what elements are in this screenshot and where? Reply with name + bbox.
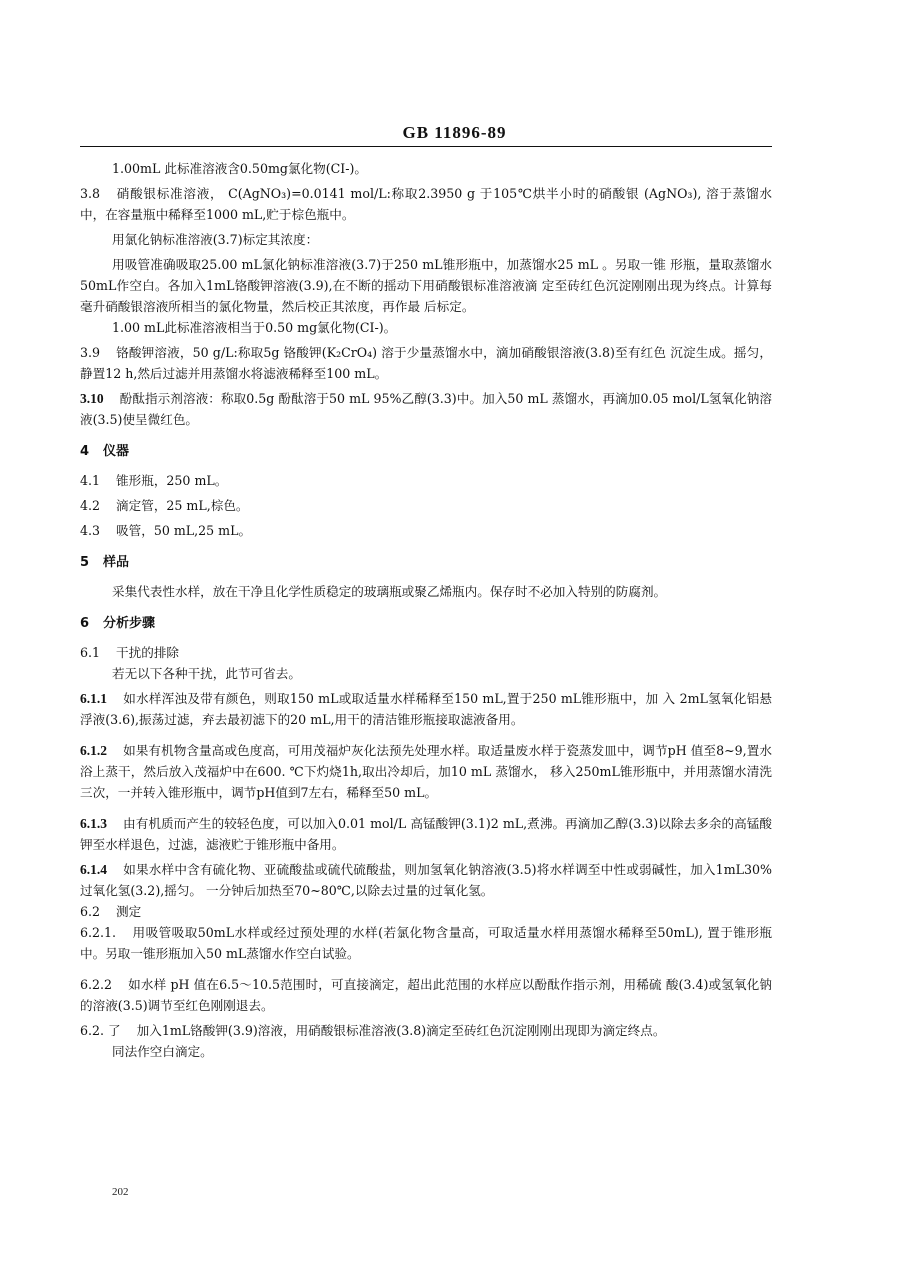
clause-number: 3.8 [80,186,101,201]
clause-number: 3.9 [80,345,101,360]
clause-text: 硝酸银标准溶液， C(AgNO₃)=0.0141 mol/L:称取2.3950 g 于105℃烘半小时的硝酸银 (AgNO₃), 溶于蒸馏水中，在容量瓶中稀释至1000 mL,贮于棕色瓶中。 [80,186,772,222]
paragraph-6-2-3-blank: 同法作空白滴定。 [112,1044,213,1059]
section-6-heading: 6 分析步骤 [80,616,156,631]
section-5-heading: 5 样品 [80,555,130,570]
item-4-2: 4.2 滴定管，25 mL,棕色。 [80,498,249,513]
subsection-6-1-text: 若无以下各种干扰，此节可省去。 [112,666,301,681]
paragraph-3-9 [80,342,772,384]
subsection-6-1-title: 6.1 干扰的排除 [80,645,179,660]
paragraph-6-1-2: 6.1.2 如果有机物含量高或色度高，可用茂福炉灰化法预先处理水样。取适量废水样于瓷蒸发皿中，调节pH 值至8~9,置水浴上蒸干，然后放入茂福炉中在600. ℃下灼烧1h,取出冷却后，加10 mL 蒸馏水， 移入250mL锥形瓶中，并用蒸馏水清洗三次，一并转入锥形瓶中，调节pH值到7左右，稀释至50 mL。 [80,743,772,800]
paragraph-3-10 [80,388,772,430]
item-4-3: 4.3 吸管，50 mL,25 mL。 [80,523,252,538]
paragraph-3-8 [80,183,772,225]
section-4-heading: 4 仪器 [80,444,130,459]
paragraph-6-2-1: 6.2.1. 用吸管吸取50mL水样或经过预处理的水样(若氯化物含量高，可取适量水样用蒸馏水稀释至50mL), 置于锥形瓶中。另取一锥形瓶加入50 mL蒸馏水作空白试验。 [80,925,772,961]
paragraph-3-7-end: 1.00mL 此标准溶液含0.50mg氯化物(CI-)。 [112,161,368,176]
paragraph-3-8-procedure: 用吸管准确吸取25.00 mL氯化钠标准溶液(3.7)于250 mL锥形瓶中，加蒸馏水25 mL 。另取一锥 形瓶，量取蒸馏水50mL作空白。各加入1mL铬酸钾溶液(3.9),在不断的摇动下用硝酸银标准溶液滴 定至砖红色沉淀刚刚出现为终点。计算每毫升硝酸银溶液所相当的氯化物量，然后校正其浓度，再作最 后标定。 [80,257,772,314]
paragraph-6-1-3: 6.1.3 由有机质而产生的较轻色度，可以加入0.01 mol/L 高锰酸钾(3.1)2 mL,煮沸。再滴加乙醇(3.3)以除去多余的高锰酸钾至水样退色，过滤，滤液贮于锥形瓶中备用。 [80,816,772,852]
paragraph-3-8-calibration: 用氯化钠标准溶液(3.7)标定其浓度： [112,232,319,247]
paragraph-6-1-4: 6.1.4 如果水样中含有硫化物、亚硫酸盐或硫代硫酸盐，则加氢氧化钠溶液(3.5)将水样调至中性或弱碱性，加入1mL30% 过氧化氢(3.2),摇匀。 一分钟后加热至70~80℃,以除去过量的过氧化氢。 [80,862,772,898]
clause-number: 3.10 [80,391,104,406]
paragraph-6-1-1: 6.1.1 如水样浑浊及带有颜色，则取150 mL或取适量水样稀释至150 mL,置于250 mL锥形瓶中，加 入 2mL氢氧化铝悬浮液(3.6),振荡过滤，弃去最初滤下的20 mL,用干的清洁锥形瓶接取滤液备用。 [80,691,772,727]
clause-text: 酚酞指示剂溶液：称取0.5g 酚酞溶于50 mL 95%乙醇(3.3)中。加入50 mL 蒸馏水，再滴加0.05 mol/L氢氧化钠溶液(3.5)使呈微红色。 [80,391,772,427]
header-rule [80,146,772,147]
paragraph-6-2-3: 6.2. 了 加入1mL铬酸钾(3.9)溶液，用硝酸银标准溶液(3.8)滴定至砖红色沉淀刚刚出现即为滴定终点。 [80,1023,666,1038]
clause-text: 铬酸钾溶液，50 g/L:称取5g 铬酸钾(K₂CrO₄) 溶于少量蒸馏水中，滴加硝酸银溶液(3.8)至有红色 沉淀生成。摇匀，静置12 h,然后过滤并用蒸馏水将滤液稀释至100 mL。 [80,345,772,381]
document-body [80,158,772,1062]
page-number: 202 [112,1186,129,1198]
subsection-6-2-title: 6.2 测定 [80,904,142,919]
item-4-1: 4.1 锥形瓶，250 mL。 [80,473,228,488]
document-header: GB 11896-89 [402,123,507,142]
paragraph-6-2-2: 6.2.2 如水样 pH 值在6.5～10.5范围时，可直接滴定，超出此范围的水样应以酚酞作指示剂，用稀硫 酸(3.4)或氢氧化钠的溶液(3.5)调节至红色刚刚退去。 [80,977,772,1013]
paragraph-3-8-equivalence: 1.00 mL此标准溶液相当于0.50 mg氯化物(CI-)。 [112,320,397,335]
section-5-text: 采集代表性水样，放在干净且化学性质稳定的玻璃瓶或聚乙烯瓶内。保存时不必加入特别的防腐剂。 [112,584,667,599]
